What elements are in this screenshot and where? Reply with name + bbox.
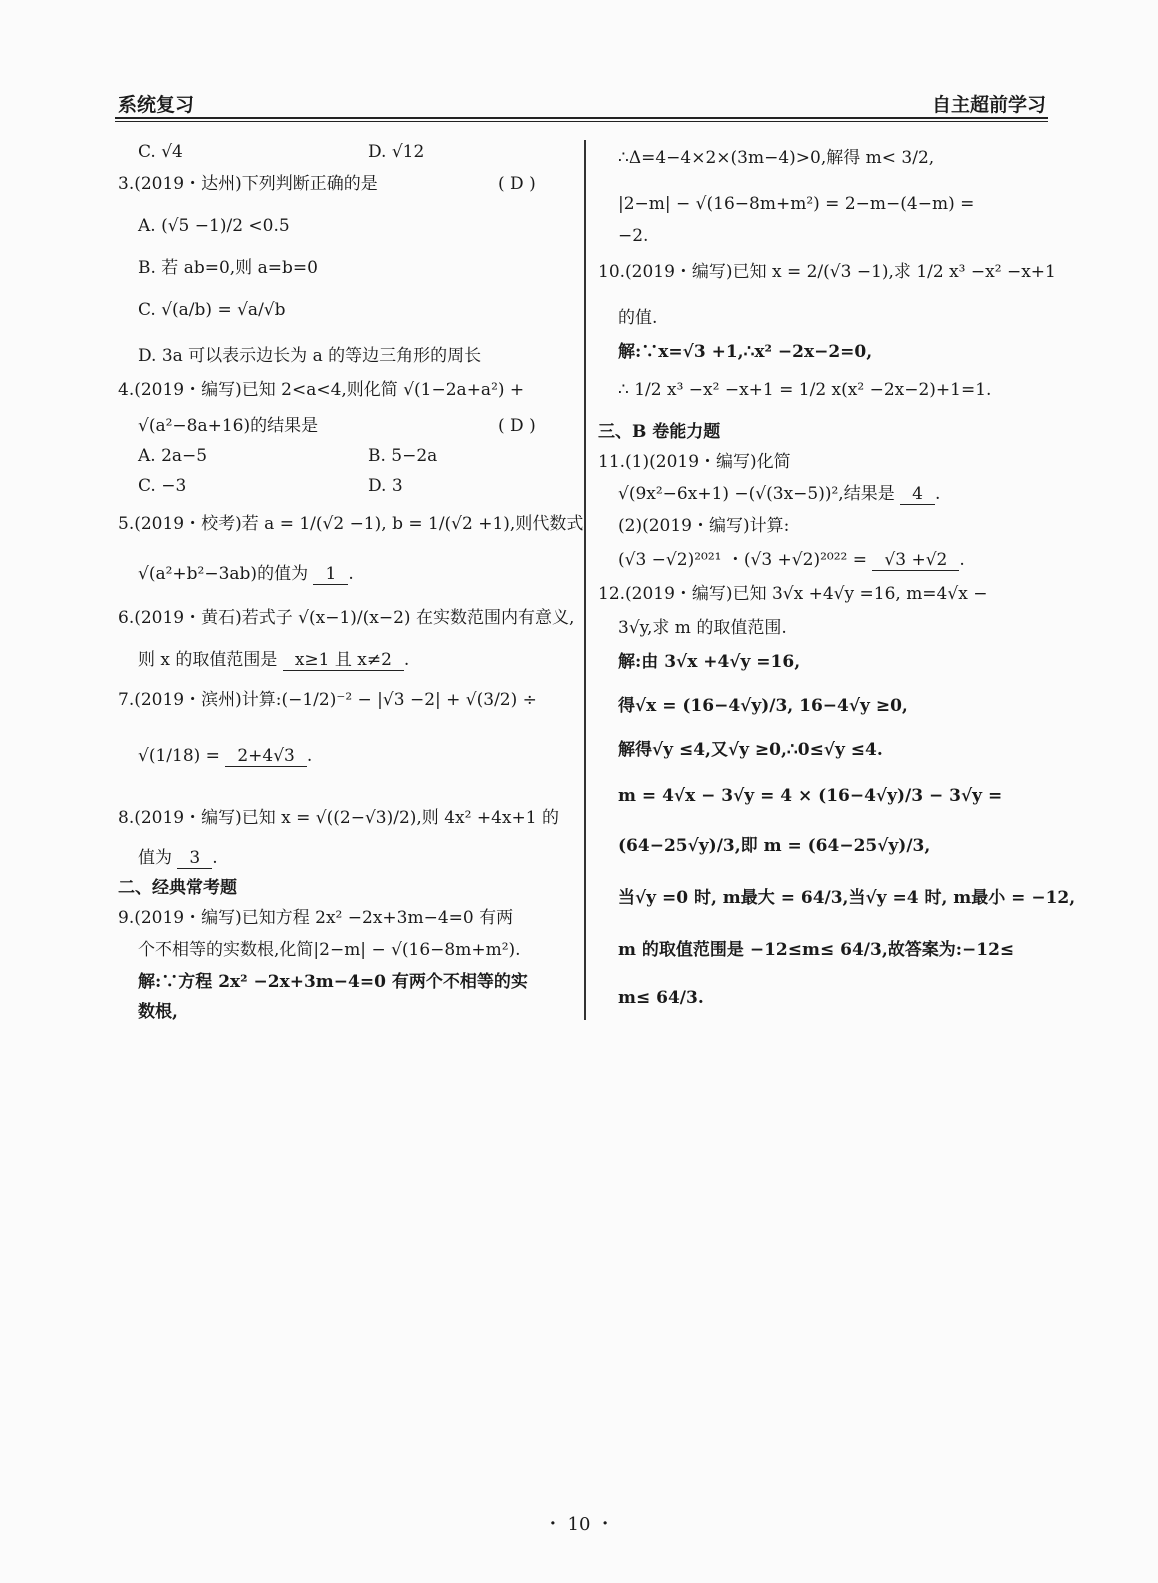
solution-line: 解:由 3√x +4√y =16, <box>618 652 801 672</box>
section-heading: 三、B 卷能力题 <box>598 422 721 442</box>
question-8: 8.(2019・编写)已知 x = √((2−√3)/2),则 4x² +4x+1 的 <box>118 808 559 828</box>
option-line: B. 若 ab=0,则 a=b=0 <box>138 258 318 278</box>
answer-blank: 3 <box>177 848 212 869</box>
question-12-cont: 3√y,求 m 的取值范围. <box>618 618 787 638</box>
page-number: ・ 10 ・ <box>543 1514 615 1535</box>
header-right-title: 自主超前学习 <box>931 94 1046 116</box>
question-9: 9.(2019・编写)已知方程 2x² −2x+3m−4=0 有两 <box>118 908 514 928</box>
question-11-part2-cont: (√3 −√2)²⁰²¹ ・(√3 +√2)²⁰²² = √3 +√2 . <box>618 550 965 570</box>
question-6: 6.(2019・黄石)若式子 √(x−1)/(x−2) 在实数范围内有意义, <box>118 608 575 628</box>
header-left-title: 系统复习 <box>118 94 195 116</box>
option-line: A. 2a−5 B. 5−2a <box>138 446 438 466</box>
option-line: C. √(a/b) = √a/√b <box>138 300 286 320</box>
solution-line: 当√y =0 时, m最大 = 64/3,当√y =4 时, m最小 = −12, <box>618 888 1076 908</box>
question-3: 3.(2019・达州)下列判断正确的是 ( D ) <box>118 174 536 194</box>
solution-line: |2−m| − √(16−8m+m²) = 2−m−(4−m) = <box>618 194 975 214</box>
question-7: 7.(2019・滨州)计算:(−1/2)⁻² − |√3 −2| + √(3/2) ÷ <box>118 690 537 710</box>
question-12: 12.(2019・编写)已知 3√x +4√y =16, m=4√x − <box>598 584 988 604</box>
answer-blank: √3 +√2 <box>872 550 959 571</box>
question-11-cont: √(9x²−6x+1) −(√(3x−5))²,结果是 4 . <box>618 484 941 504</box>
header-rule <box>115 117 1048 119</box>
solution-line: (64−25√y)/3,即 m = (64−25√y)/3, <box>618 836 931 856</box>
option-line: C. −3 D. 3 <box>138 476 403 496</box>
section-heading: 二、经典常考题 <box>118 878 237 898</box>
option-line: C. √4 D. √12 <box>138 142 425 162</box>
question-4-cont: √(a²−8a+16)的结果是 ( D ) <box>138 416 536 436</box>
question-9-cont: 个不相等的实数根,化简|2−m| − √(16−8m+m²). <box>138 940 521 960</box>
question-5-cont: √(a²+b²−3ab)的值为 1 . <box>138 564 354 584</box>
header-rule-thin <box>115 121 1048 122</box>
solution-line: 解:∵x=√3 +1,∴x² −2x−2=0, <box>618 342 873 362</box>
answer-blank: 2+4√3 <box>225 746 307 767</box>
answer-paren: ( D ) <box>498 174 536 194</box>
question-5: 5.(2019・校考)若 a = 1/(√2 −1), b = 1/(√2 +1),则代数式 <box>118 514 584 534</box>
question-8-cont: 值为 3 . <box>138 848 218 868</box>
answer-blank: 1 <box>313 564 348 585</box>
answer-blank: x≥1 且 x≠2 <box>283 650 404 671</box>
question-6-cont: 则 x 的取值范围是 x≥1 且 x≠2 . <box>138 650 410 670</box>
question-10-cont: 的值. <box>618 308 658 328</box>
answer-blank: 4 <box>900 484 935 505</box>
question-7-cont: √(1/18) = 2+4√3 . <box>138 746 313 766</box>
solution-line: m≤ 64/3. <box>618 988 704 1008</box>
solution-line: 解:∵方程 2x² −2x+3m−4=0 有两个不相等的实 <box>138 972 528 992</box>
solution-line: ∴ 1/2 x³ −x² −x+1 = 1/2 x(x² −2x−2)+1=1. <box>618 380 992 400</box>
option-line: A. (√5 −1)/2 <0.5 <box>138 216 290 236</box>
question-4: 4.(2019・编写)已知 2<a<4,则化简 √(1−2a+a²) + <box>118 380 525 400</box>
answer-paren: ( D ) <box>498 416 536 436</box>
solution-line: m 的取值范围是 −12≤m≤ 64/3,故答案为:−12≤ <box>618 940 1015 960</box>
solution-line: 得√x = (16−4√y)/3, 16−4√y ≥0, <box>618 696 908 716</box>
column-divider <box>584 140 586 1020</box>
solution-line: 数根, <box>138 1002 178 1022</box>
question-11: 11.(1)(2019・编写)化简 <box>598 452 791 472</box>
solution-line: m = 4√x − 3√y = 4 × (16−4√y)/3 − 3√y = <box>618 786 1003 806</box>
question-10: 10.(2019・编写)已知 x = 2/(√3 −1),求 1/2 x³ −x² −x+1 <box>598 262 1056 282</box>
question-11-part2: (2)(2019・编写)计算: <box>618 516 790 536</box>
solution-line: −2. <box>618 226 649 246</box>
option-line: D. 3a 可以表示边长为 a 的等边三角形的周长 <box>138 346 482 366</box>
solution-line: 解得√y ≤4,又√y ≥0,∴0≤√y ≤4. <box>618 740 883 760</box>
solution-line: ∴Δ=4−4×2×(3m−4)>0,解得 m< 3/2, <box>618 148 935 168</box>
